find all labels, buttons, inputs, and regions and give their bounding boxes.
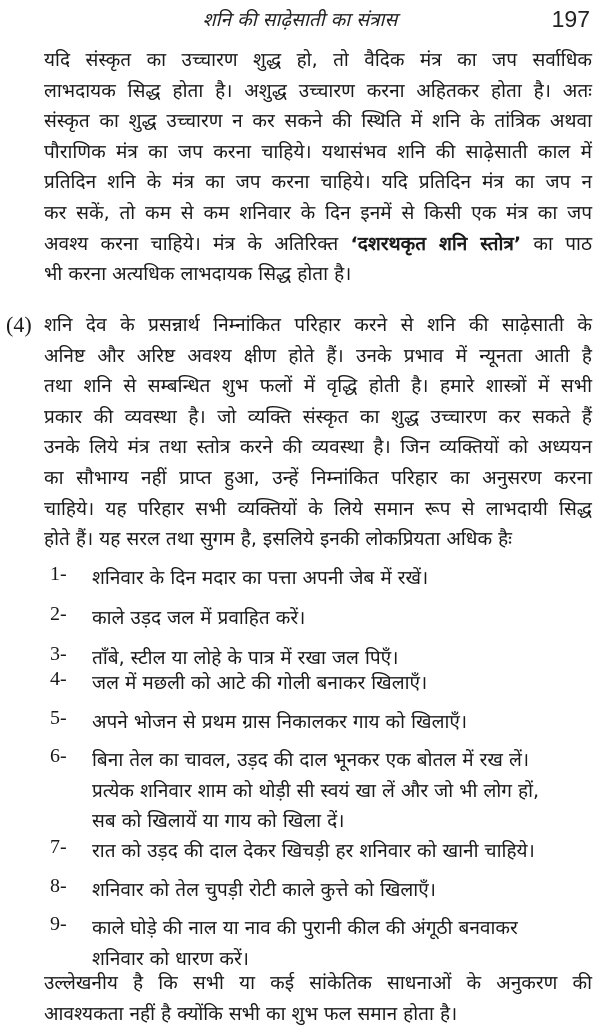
page-number: 197 — [551, 6, 590, 32]
paragraph-line: होते हैं। यह सरल तथा सुगम है, इसलिये इनकी लोकप्रियता अधिक हैः — [44, 528, 513, 551]
list-text — [92, 913, 594, 974]
paragraph-line: उल्लेखनीय है कि सभी या कई सांकेतिक साधनाओं के अनुकरण की — [44, 972, 592, 994]
list-text — [92, 836, 594, 867]
stotra-title-emphasis: ‘दशरथकृत शनि स्तोत्र’ — [350, 232, 522, 255]
paragraph-line: संस्कृत का शुद्ध उच्चारण न कर सकने की स्थिति में शनि के तांत्रिक अथवा — [44, 110, 592, 133]
paragraph-line: अनिष्ट और अरिष्ट अवश्य क्षीण होते हैं। उनके प्रभाव में न्यूनता आती है — [44, 344, 592, 367]
list-text — [92, 603, 594, 634]
list-line: अपने भोजन से प्रथम ग्रास निकालकर गाय को खिलाएँ। — [92, 711, 468, 733]
list-line: शनिवार को तेल चुपड़ी रोटी काले कुत्ते को खिलाएँ। — [92, 879, 436, 901]
list-number: 5- — [50, 707, 67, 729]
list-text — [92, 668, 594, 699]
paragraph-line: तथा शनि से सम्बन्धित शुभ फलों में वृद्धि होती है। हमारे शास्त्रों में सभी — [44, 375, 592, 398]
paragraph-line: पौराणिक मंत्र का जप करना चाहिये। यथासंभव शनि की साढ़ेसाती काल में — [44, 140, 592, 163]
paragraph-line: लाभदायक सिद्ध होता है। अशुद्ध उच्चारण करना अहितकर होता है। अतः — [44, 79, 592, 102]
closing-paragraph — [44, 968, 592, 1029]
list-number: 8- — [50, 875, 67, 897]
list-line: प्रत्येक शनिवार शाम को थोड़ी सी स्वयं खा लें और जो भी लोग हों, — [92, 779, 540, 802]
paragraph-line-with-emphasis — [44, 229, 592, 260]
list-number: 6- — [50, 745, 67, 767]
running-header-title: शनि की साढ़ेसाती का संत्रास — [202, 9, 398, 31]
list-number: 9- — [50, 913, 67, 935]
paragraph-line: भी करना अत्यधिक लाभदायक सिद्ध होता है। — [44, 263, 352, 286]
list-line: ताँबे, स्टील या लोहे के पात्र में रखा जल पिएँ। — [92, 647, 399, 669]
list-text — [92, 563, 594, 594]
text: का पाठ — [521, 232, 592, 255]
list-line: शनिवार को धारण करें। — [92, 947, 249, 970]
list-number: 7- — [50, 836, 67, 858]
list-number: 4- — [50, 668, 67, 690]
list-text — [92, 707, 594, 738]
section-4-paragraph — [44, 310, 592, 555]
list-number: 2- — [50, 603, 67, 625]
list-line: काले उड़द जल में प्रवाहित करें। — [92, 607, 306, 629]
paragraph-line: प्रकार की व्यवस्था है। जो व्यक्ति संस्कृत का शुद्ध उच्चारण कर सकते हैं — [44, 405, 592, 428]
list-line: शनिवार के दिन मदार का पत्ता अपनी जेब में रखें। — [92, 567, 429, 589]
paragraph-line: का सौभाग्य नहीं प्राप्त हुआ, उन्हें निम्नांकित परिहार का अनुसरण करना — [44, 466, 592, 489]
paragraph-line: आवश्यकता नहीं है क्योंकि सभी का शुभ फल समान होता है। — [44, 1002, 458, 1025]
paragraph-line: शनि देव के प्रसन्नार्थ निम्नांकित परिहार करने से शनि की साढ़ेसाती के — [44, 314, 592, 336]
list-line: काले घोड़े की नाल या नाव की पुरानी कील की अंगूठी बनवाकर — [92, 917, 518, 939]
list-line: रात को उड़द की दाल देकर खिचड़ी हर शनिवार को खानी चाहिये। — [92, 840, 535, 862]
paragraph-line: चाहिये। यह परिहार सभी व्यक्तियों के लिये समान रूप से लाभदायी सिद्ध — [44, 497, 592, 520]
paragraph-line: यदि संस्कृत का उच्चारण शुद्ध हो, तो वैदिक मंत्र का जप सर्वाधिक — [44, 49, 592, 71]
text: अवश्य करना चाहिये। मंत्र के अतिरिक्त — [44, 232, 351, 255]
paragraph-line: प्रतिदिन शनि के मंत्र का जप करना चाहिये। यदि प्रतिदिन मंत्र का जप न — [44, 171, 592, 194]
list-line: बिना तेल का चावल, उड़द की दाल भूनकर एक बोतल में रख लें। — [92, 749, 530, 771]
paragraph-line: उनके लिये मंत्र तथा स्तोत्र करने की व्यवस्था है। जिन व्यक्तियों को अध्ययन — [44, 436, 592, 459]
list-line: सब को खिलायें या गाय को खिला दें। — [92, 810, 345, 833]
section-number: (4) — [6, 312, 32, 337]
list-text — [92, 745, 594, 837]
paragraph-line: कर सकें, तो कम से कम शनिवार के दिन इनमें से किसी एक मंत्र का जप — [44, 201, 592, 224]
list-line: जल में मछली को आटे की गोली बनाकर खिलाएँ। — [92, 672, 428, 694]
intro-paragraph — [44, 45, 592, 290]
list-number: 3- — [50, 643, 67, 665]
list-number: 1- — [50, 563, 67, 585]
list-text — [92, 875, 594, 906]
